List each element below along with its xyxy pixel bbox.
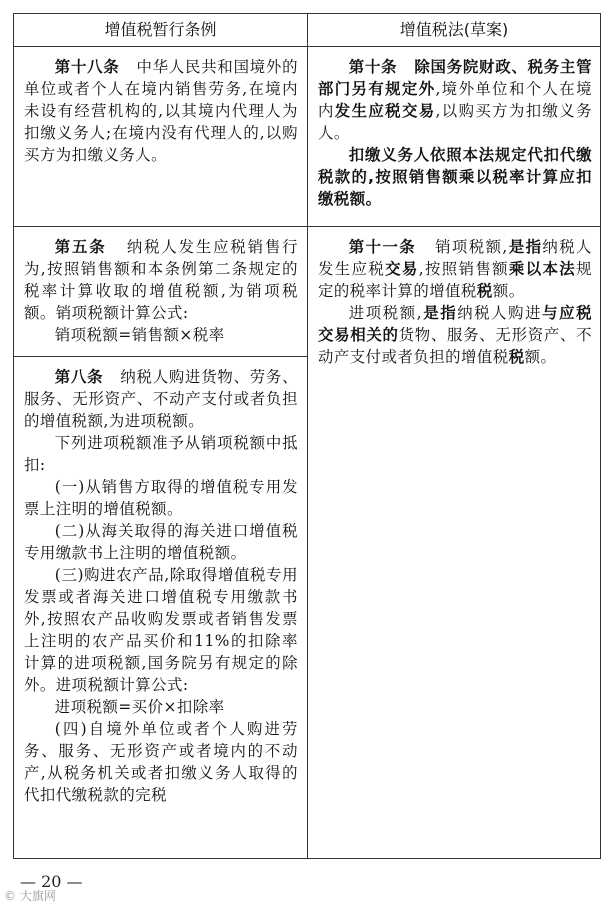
formula: 销项税额=销售额×税率 — [54, 326, 225, 344]
article-paragraph: (一)从销售方取得的增值税专用发票上注明的增值税额。 — [24, 478, 298, 518]
comparison-table — [13, 13, 601, 859]
article-label: 第十一条 — [348, 238, 417, 256]
article-label: 第八条 — [54, 368, 104, 386]
watermark: © 大旗网 — [4, 889, 56, 903]
article-text: 中华人民共和国境外的单位或者个人在境内销售劳务,在境内未设有经营机构的,以其境内代理人为扣缴义务人;在境内没有代理人的,以购买方为扣缴义务人。 — [24, 58, 298, 164]
article-label: 第五条 — [54, 238, 107, 256]
left-column-header: 增值税暂行条例 — [104, 20, 217, 39]
right-article-11: 第十一条 销项税额,是指纳税人发生应税交易,按照销售额乘以本法规定的税率计算的增值税税额。 进项税额,是指纳税人购进与应税交易相关的货物、服务、无形资产、不动产支付或者负担的增值税税额。 — [318, 238, 592, 366]
left-article-5: 第五条 纳税人发生应税销售行为,按照销售额和本条例第二条规定的税率计算收取的增值税额,为销项税额。销项税额计算公式: 销项税额=销售额×税率 — [24, 238, 298, 344]
left-row-divider — [14, 356, 307, 357]
formula: 进项税额=买价×扣除率 — [54, 698, 225, 716]
article-paragraph: 扣缴义务人依照本法规定代扣代缴税款的,按照销售额乘以税率计算应扣缴税额。 — [318, 146, 592, 208]
column-divider — [307, 14, 308, 858]
article-paragraph: (三)购进农产品,除取得增值税专用发票或者海关进口增值税专用缴款书外,按照农产品收购发票或者销售发票上注明的农产品买价和11%的扣除率计算的进项税额,国务院另有规定的除外。进项税额计算公式: — [24, 566, 298, 694]
right-article-10: 第十条 除国务院财政、税务主管部门另有规定外,境外单位和个人在境内发生应税交易,以购买方为扣缴义务人。 扣缴义务人依照本法规定代扣代缴税款的,按照销售额乘以税率计算应扣缴税额。 — [318, 58, 592, 208]
header-divider — [14, 46, 600, 47]
left-article-8: 第八条 纳税人购进货物、劳务、服务、无形资产、不动产支付或者负担的增值税额,为进项税额。 下列进项税额准予从销项税额中抵扣: (一)从销售方取得的增值税专用发票上注明的增值税额。 (二)从海关取得的海关进口增值税专用缴款书上注明的增值税额。 (三)购进农产品,除取得增值税专用发票或者海关进口增值税专用缴款书外,按照农产品收购发票或者销售发票上注明的农产品买价和11%的扣除率计算的进项税额,国务院另有规定的除外。进项税额计算公式: 进项税额=买价×扣除率 (四)自境外单位或者个人购进劳务、服务、无形资产或者境内的不动产,从税务机关或者扣缴义务人取得的代扣代缴税款的完税 — [24, 368, 298, 804]
article-paragraph: (四)自境外单位或者个人购进劳务、服务、无形资产或者境内的不动产,从税务机关或者扣缴义务人取得的代扣代缴税款的完税 — [24, 720, 298, 804]
article-paragraph: 下列进项税额准予从销项税额中抵扣: — [24, 434, 298, 474]
page-number: — 20 — — [20, 872, 83, 891]
row-divider — [14, 226, 600, 227]
article-label: 第十八条 — [54, 58, 120, 76]
article-label: 第十条 — [348, 58, 398, 76]
left-article-18 — [24, 56, 298, 166]
article-paragraph: (二)从海关取得的海关进口增值税专用缴款书上注明的增值税额。 — [24, 522, 298, 562]
right-column-header: 增值税法(草案) — [399, 20, 509, 39]
